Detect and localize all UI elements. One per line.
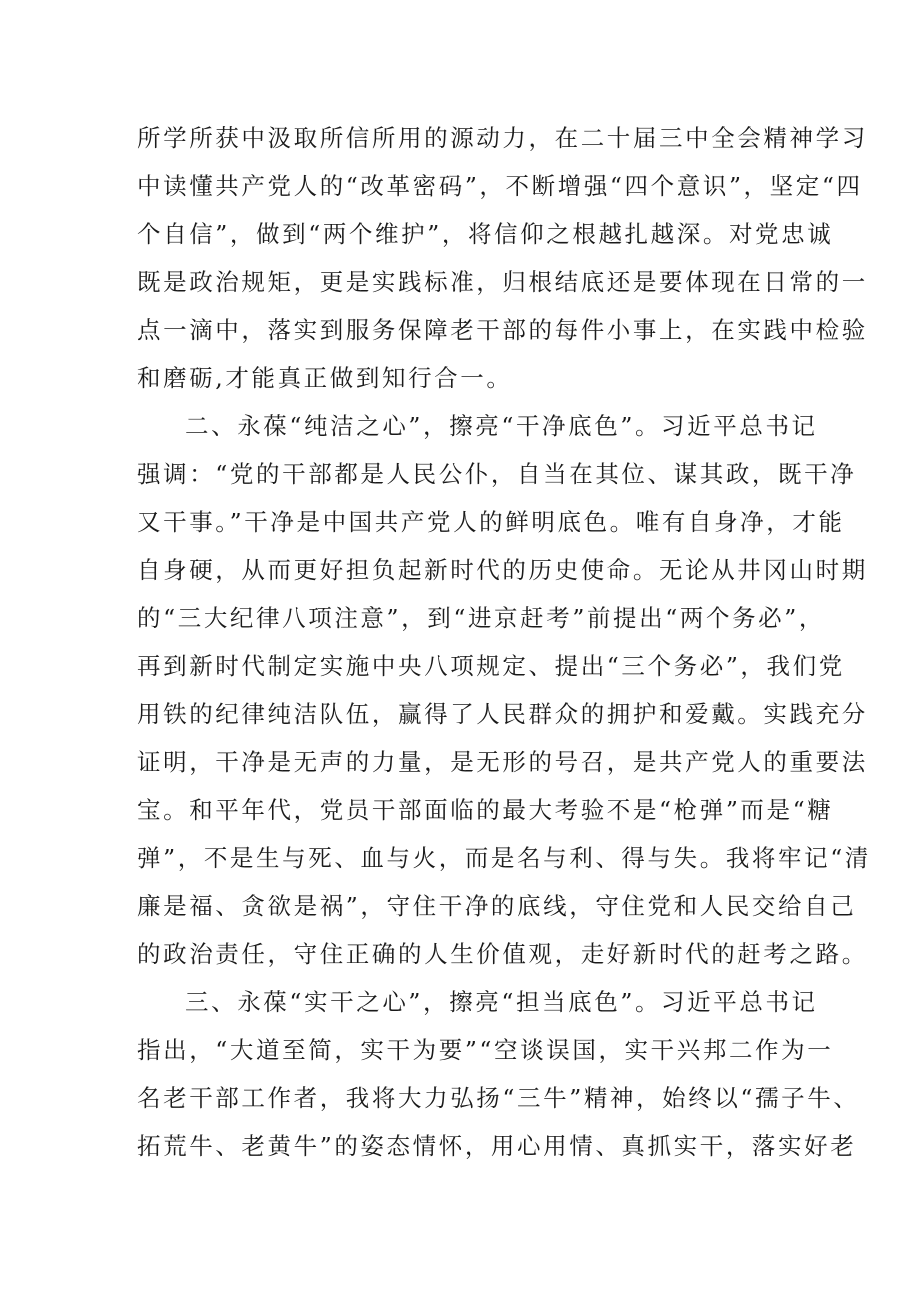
text-line: 所学所获中汲取所信所用的源动力，在二十届三中全会精神学习	[137, 124, 868, 152]
text-line: 自身硬，从而更好担负起新时代的历史使命。无论从井冈山时期	[137, 556, 868, 584]
text-line: 拓荒牛、老黄牛”的姿态情怀，用心用情、真抓实干，落实好老	[137, 1132, 857, 1160]
text-line: 的政治责任，守住正确的人生价值观，走好新时代的赶考之路。	[137, 940, 868, 968]
text-line: 用铁的纪律纯洁队伍，赢得了人民群众的拥护和爱戴。实践充分	[137, 700, 868, 728]
text-line: 又干事。”干净是中国共产党人的鲜明底色。唯有自身净，才能	[137, 508, 845, 536]
text-line: 廉是福、贪欲是祸”，守住干净的底线，守住党和人民交给自己	[137, 892, 857, 920]
text-line: 再到新时代制定实施中央八项规定、提出“三个务必”，我们党	[137, 652, 845, 680]
text-line: 中读懂共产党人的“改革密码”，不断增强“四个意识”，坚定“四	[137, 172, 863, 200]
text-line: 的“三大纪律八项注意”，到“进京赶考”前提出“两个务必”，	[137, 604, 825, 632]
text-line: 宝。和平年代，党员干部面临的最大考验不是“枪弹”而是“糖	[137, 796, 834, 824]
text-line: 既是政治规矩，更是实践标准，归根结底还是要体现在日常的一	[137, 268, 868, 296]
text-line: 证明，干净是无声的力量，是无形的号召，是共产党人的重要法	[137, 748, 868, 776]
text-line: 强调：“党的干部都是人民公仆，自当在其位、谋其政，既干净	[137, 460, 857, 488]
text-line: 弹”，不是生与死、血与火，而是名与利、得与失。我将牢记“清	[137, 844, 871, 872]
text-line: 和磨砺,才能真正做到知行合一。	[137, 364, 513, 392]
paragraph-heading-2: 二、永葆“纯洁之心”，擦亮“干净底色”。习近平总书记	[185, 412, 818, 440]
text-line: 指出，“大道至简，实干为要”“空谈误国，实干兴邦二作为一	[137, 1036, 834, 1064]
paragraph-heading-3: 三、永葆“实干之心”，擦亮“担当底色”。习近平总书记	[185, 988, 818, 1016]
text-line: 个自信”，做到“两个维护”，将信仰之根越扎越深。对党忠诚	[137, 220, 834, 248]
text-line: 点一滴中，落实到服务保障老干部的每件小事上，在实践中检验	[137, 316, 868, 344]
text-line: 名老干部工作者，我将大力弘扬“三牛”精神，始终以“孺子牛、	[137, 1084, 860, 1112]
